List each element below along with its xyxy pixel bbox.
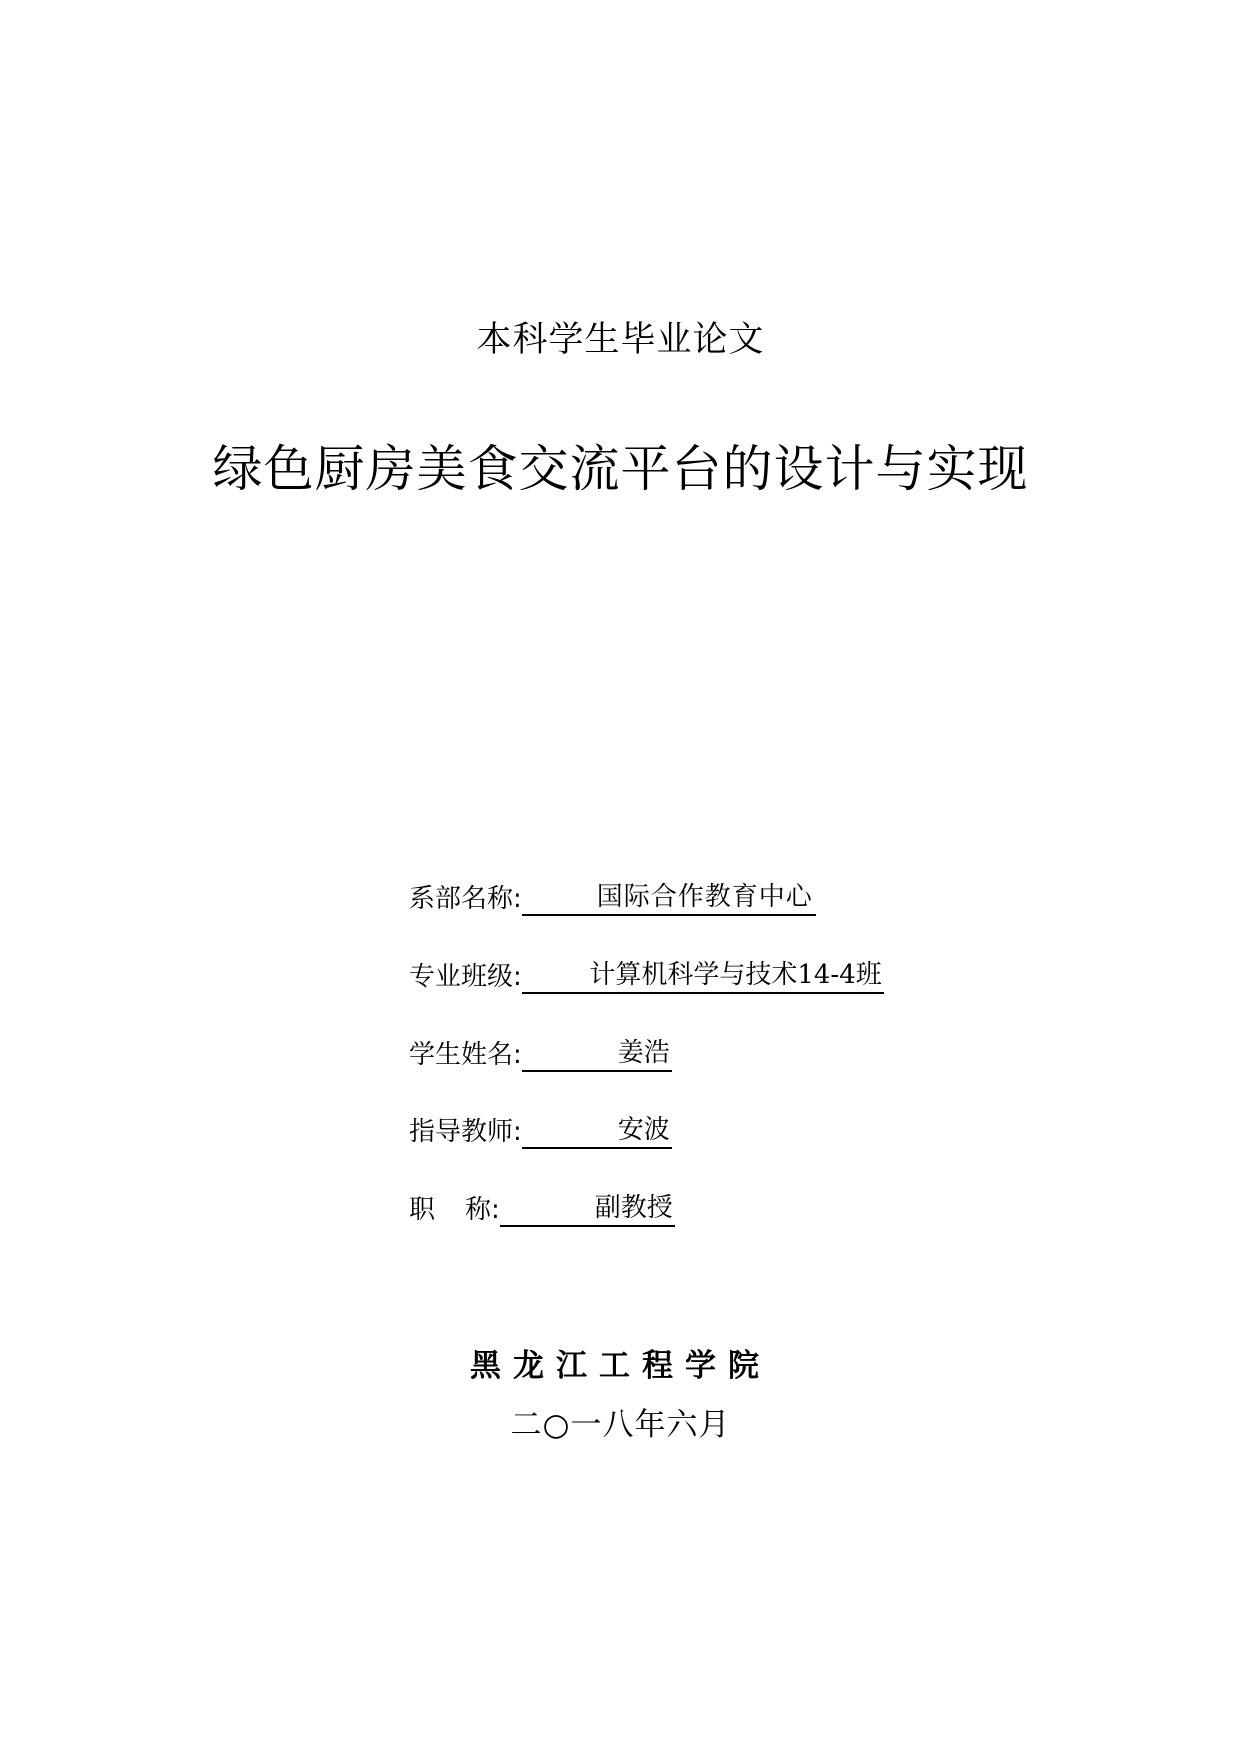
document-type-heading: 本科学生毕业论文: [476, 320, 765, 360]
department-label: 系部名称:: [409, 884, 522, 914]
department-value: 国际合作教育中心: [522, 880, 816, 916]
advisor-value: 安波: [522, 1113, 672, 1149]
advisor-title-label-part1: 职: [409, 1195, 436, 1225]
advisor-title-row: [409, 1191, 675, 1227]
student-name-value: 姜浩: [522, 1036, 672, 1072]
major-class-row: [409, 958, 884, 994]
advisor-title-label-part2: 称:: [465, 1195, 500, 1225]
institution-name: 黑龙江工程学院: [470, 1348, 771, 1384]
advisor-title-value: 副教授: [500, 1191, 675, 1227]
student-name-label: 学生姓名:: [409, 1040, 522, 1070]
thesis-title: 绿色厨房美食交流平台的设计与实现: [212, 440, 1029, 498]
department-row: [409, 880, 816, 916]
advisor-label: 指导教师:: [409, 1117, 522, 1147]
major-class-label: 专业班级:: [409, 962, 522, 992]
thesis-info-block: [409, 0, 969, 1755]
advisor-title-label: [409, 1193, 500, 1227]
major-class-value: 计算机科学与技术14-4班: [522, 958, 884, 994]
advisor-row: [409, 1113, 672, 1149]
submission-date: 二○一八年六月: [510, 1407, 731, 1443]
student-name-row: [409, 1036, 672, 1072]
